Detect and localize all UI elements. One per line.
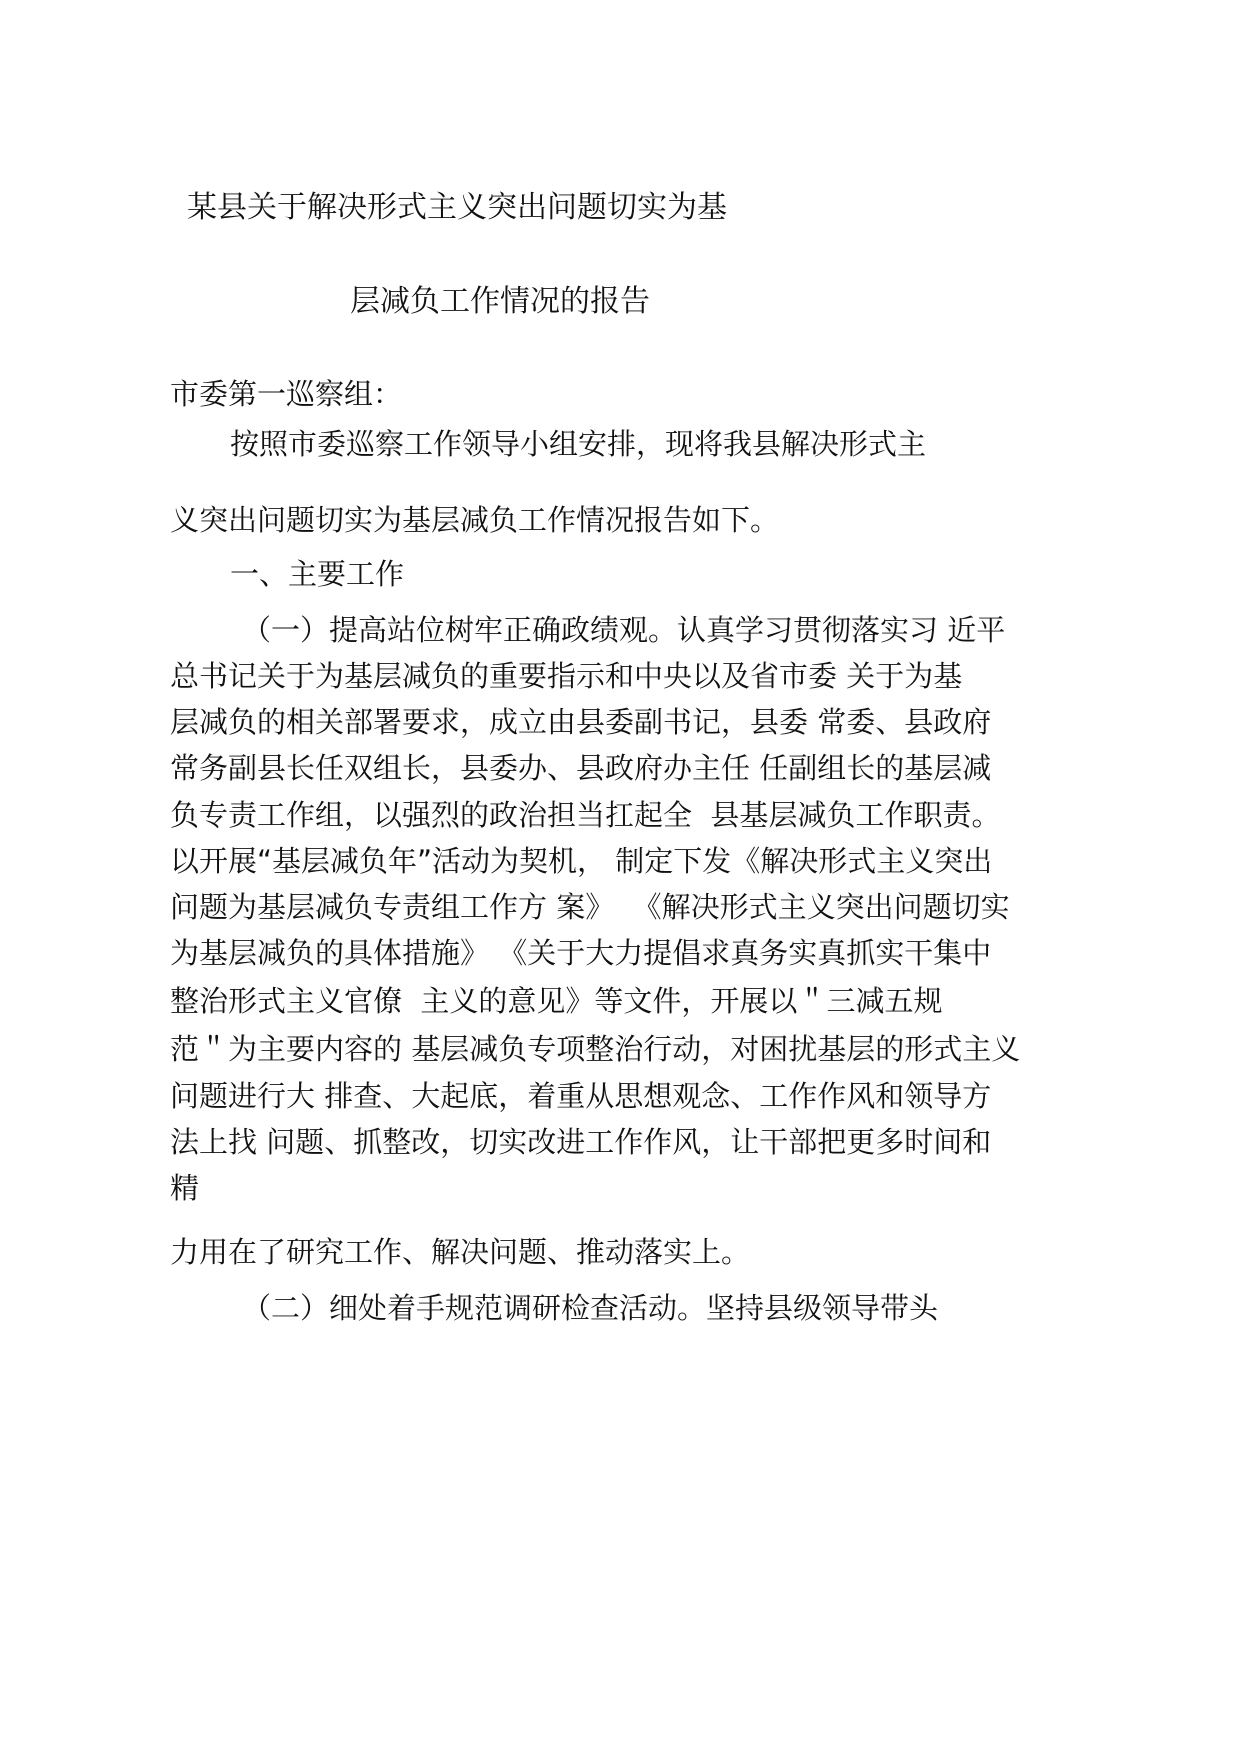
document-title-line-1: 某县关于解决形式主义突出问题切实为基 [187,190,727,225]
paragraph-line: 负专责工作组，以强烈的政治担当扛起全 县基层减负工作职责。 [170,798,1001,832]
paragraph-line: 总书记关于为基层减负的重要指示和中央以及省市委 关于为基 [170,659,963,693]
paragraph-line: 为基层减负的具体措施》 《关于大力提倡求真务实真抓实干集中 [170,936,992,970]
document-title-line-2: 层减负工作情况的报告 [350,284,650,319]
paragraph-line: （二）细处着手规范调研检查活动。坚持县级领导带头 [242,1291,939,1325]
paragraph-line: 问题为基层减负专责组工作方 案》 《解决形式主义突出问题切实 [170,890,1010,924]
paragraph-line: 精 [170,1171,200,1205]
paragraph-line: 问题进行大 排查、大起底，着重从思想观念、工作作风和领导方 [170,1079,992,1113]
paragraph-line: 常务副县长任双组长，县委办、县政府办主任 任副组长的基层减 [170,751,992,785]
intro-line-1: 按照市委巡察工作领导小组安排，现将我县解决形式主 [230,427,927,461]
paragraph-line: 力用在了研究工作、解决问题、推动落实上。 [170,1235,751,1269]
paragraph-line: 层减负的相关部署要求，成立由县委副书记，县委 常委、县政府 [170,705,992,739]
section-heading: 一、主要工作 [230,557,405,591]
paragraph-line: 整治形式主义官僚 主义的意见》等文件，开展以＂三减五规 [170,984,943,1018]
intro-line-2: 义突出问题切实为基层减负工作情况报告如下。 [170,503,780,537]
paragraph-line: 以开展“基层减负年”活动为契机， 制定下发《解决形式主义突出 [170,844,993,878]
paragraph-line: （一）提高站位树牢正确政绩观。认真学习贯彻落实习 近平 [242,613,1006,647]
paragraph-line: 范＂为主要内容的 基层减负专项整治行动，对困扰基层的形式主义 [170,1032,1021,1066]
salutation: 市委第一巡察组： [170,377,403,411]
paragraph-line: 法上找 问题、抓整改，切实改进工作作风，让干部把更多时间和 [170,1125,992,1159]
